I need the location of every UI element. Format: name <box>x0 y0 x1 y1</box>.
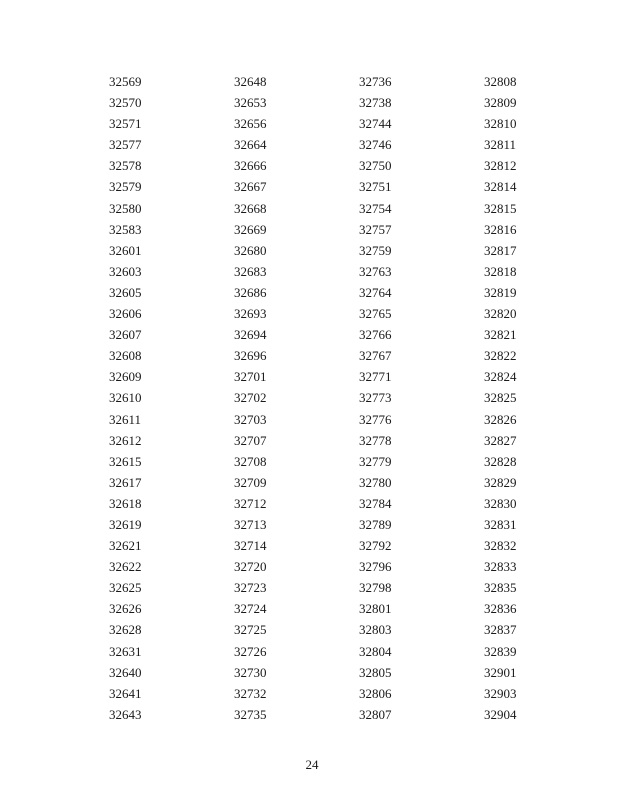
number-cell: 32619 <box>109 516 142 532</box>
number-cell: 32809 <box>484 95 517 111</box>
number-cell: 32707 <box>234 432 267 448</box>
number-cell: 32904 <box>484 706 517 722</box>
number-cell: 32822 <box>484 348 517 364</box>
number-cell: 32577 <box>109 137 142 153</box>
number-cell: 32570 <box>109 95 142 111</box>
number-cell: 32618 <box>109 495 142 511</box>
number-cell: 32750 <box>359 158 392 174</box>
number-cell: 32696 <box>234 348 267 364</box>
number-cell: 32668 <box>234 200 267 216</box>
number-cell: 32626 <box>109 601 142 617</box>
number-cell: 32835 <box>484 580 517 596</box>
number-cell: 32804 <box>359 643 392 659</box>
number-cell: 32815 <box>484 200 517 216</box>
number-cell: 32839 <box>484 643 517 659</box>
number-cell: 32601 <box>109 242 142 258</box>
number-cell: 32628 <box>109 622 142 638</box>
number-cell: 32817 <box>484 242 517 258</box>
number-cell: 32609 <box>109 369 142 385</box>
number-cell: 32778 <box>359 432 392 448</box>
number-cell: 32836 <box>484 601 517 617</box>
number-cell: 32819 <box>484 284 517 300</box>
number-cell: 32702 <box>234 390 267 406</box>
number-cell: 32808 <box>484 74 517 89</box>
page-number: 24 <box>305 757 319 772</box>
number-cell: 32824 <box>484 369 517 385</box>
number-cell: 32701 <box>234 369 267 385</box>
number-cell: 32825 <box>484 390 517 406</box>
number-cell: 32812 <box>484 158 517 174</box>
number-cell: 32694 <box>234 327 267 343</box>
number-cell: 32792 <box>359 538 392 554</box>
number-cell: 32784 <box>359 495 392 511</box>
number-cell: 32766 <box>359 327 392 343</box>
number-cell: 32580 <box>109 200 142 216</box>
number-cell: 32666 <box>234 158 267 174</box>
number-column-2 <box>234 71 314 725</box>
number-cell: 32723 <box>234 580 267 596</box>
number-cell: 32640 <box>109 664 142 680</box>
number-cell: 32837 <box>484 622 517 638</box>
number-cell: 32780 <box>359 474 392 490</box>
number-cell: 32641 <box>109 685 142 701</box>
number-cell: 32720 <box>234 559 267 575</box>
number-cell: 32807 <box>359 706 392 722</box>
number-cell: 32664 <box>234 137 267 153</box>
number-columns <box>109 71 529 731</box>
number-cell: 32820 <box>484 306 517 322</box>
number-cell: 32713 <box>234 516 267 532</box>
number-cell: 32724 <box>234 601 267 617</box>
number-cell: 32801 <box>359 601 392 617</box>
number-cell: 32773 <box>359 390 392 406</box>
number-cell: 32831 <box>484 516 517 532</box>
number-cell: 32631 <box>109 643 142 659</box>
number-cell: 32648 <box>234 74 267 89</box>
number-cell: 32744 <box>359 116 392 132</box>
number-cell: 32617 <box>109 474 142 490</box>
number-cell: 32610 <box>109 390 142 406</box>
number-cell: 32712 <box>234 495 267 511</box>
number-cell: 32826 <box>484 411 517 427</box>
number-cell: 32583 <box>109 221 142 237</box>
number-cell: 32829 <box>484 474 517 490</box>
number-cell: 32669 <box>234 221 267 237</box>
number-cell: 32579 <box>109 179 142 195</box>
number-cell: 32605 <box>109 284 142 300</box>
number-cell: 32757 <box>359 221 392 237</box>
number-cell: 32571 <box>109 116 142 132</box>
number-cell: 32611 <box>109 411 142 427</box>
number-cell: 32789 <box>359 516 392 532</box>
number-cell: 32680 <box>234 242 267 258</box>
number-cell: 32759 <box>359 242 392 258</box>
number-cell: 32615 <box>109 453 142 469</box>
number-cell: 32683 <box>234 263 267 279</box>
number-cell: 32653 <box>234 95 267 111</box>
number-cell: 32726 <box>234 643 267 659</box>
number-cell: 32736 <box>359 74 392 89</box>
number-cell: 32796 <box>359 559 392 575</box>
number-cell: 32828 <box>484 453 517 469</box>
number-cell: 32667 <box>234 179 267 195</box>
number-cell: 32746 <box>359 137 392 153</box>
number-cell: 32827 <box>484 432 517 448</box>
number-cell: 32569 <box>109 74 142 89</box>
number-cell: 32764 <box>359 284 392 300</box>
number-cell: 32805 <box>359 664 392 680</box>
number-cell: 32901 <box>484 664 517 680</box>
number-cell: 32903 <box>484 685 517 701</box>
number-cell: 32612 <box>109 432 142 448</box>
number-cell: 32771 <box>359 369 392 385</box>
number-cell: 32763 <box>359 263 392 279</box>
number-cell: 32738 <box>359 95 392 111</box>
number-cell: 32798 <box>359 580 392 596</box>
number-cell: 32730 <box>234 664 267 680</box>
number-cell: 32735 <box>234 706 267 722</box>
number-cell: 32732 <box>234 685 267 701</box>
number-cell: 32622 <box>109 559 142 575</box>
number-cell: 32818 <box>484 263 517 279</box>
number-cell: 32811 <box>484 137 517 153</box>
number-cell: 32703 <box>234 411 267 427</box>
number-cell: 32708 <box>234 453 267 469</box>
number-cell: 32621 <box>109 538 142 554</box>
number-cell: 32821 <box>484 327 517 343</box>
number-cell: 32643 <box>109 706 142 722</box>
number-cell: 32776 <box>359 411 392 427</box>
number-cell: 32810 <box>484 116 517 132</box>
number-column-1 <box>109 71 189 725</box>
number-cell: 32803 <box>359 622 392 638</box>
number-cell: 32816 <box>484 221 517 237</box>
number-cell: 32606 <box>109 306 142 322</box>
number-cell: 32725 <box>234 622 267 638</box>
number-cell: 32806 <box>359 685 392 701</box>
number-cell: 32603 <box>109 263 142 279</box>
number-cell: 32578 <box>109 158 142 174</box>
number-cell: 32709 <box>234 474 267 490</box>
number-cell: 32607 <box>109 327 142 343</box>
number-cell: 32814 <box>484 179 517 195</box>
number-cell: 32714 <box>234 538 267 554</box>
number-column-3 <box>359 71 439 725</box>
number-cell: 32693 <box>234 306 267 322</box>
number-cell: 32767 <box>359 348 392 364</box>
number-cell: 32754 <box>359 200 392 216</box>
number-cell: 32830 <box>484 495 517 511</box>
number-cell: 32656 <box>234 116 267 132</box>
number-cell: 32765 <box>359 306 392 322</box>
number-cell: 32832 <box>484 538 517 554</box>
number-cell: 32779 <box>359 453 392 469</box>
number-cell: 32751 <box>359 179 392 195</box>
number-cell: 32686 <box>234 284 267 300</box>
number-cell: 32833 <box>484 559 517 575</box>
number-cell: 32625 <box>109 580 142 596</box>
number-cell: 32608 <box>109 348 142 364</box>
number-column-4 <box>484 71 564 725</box>
